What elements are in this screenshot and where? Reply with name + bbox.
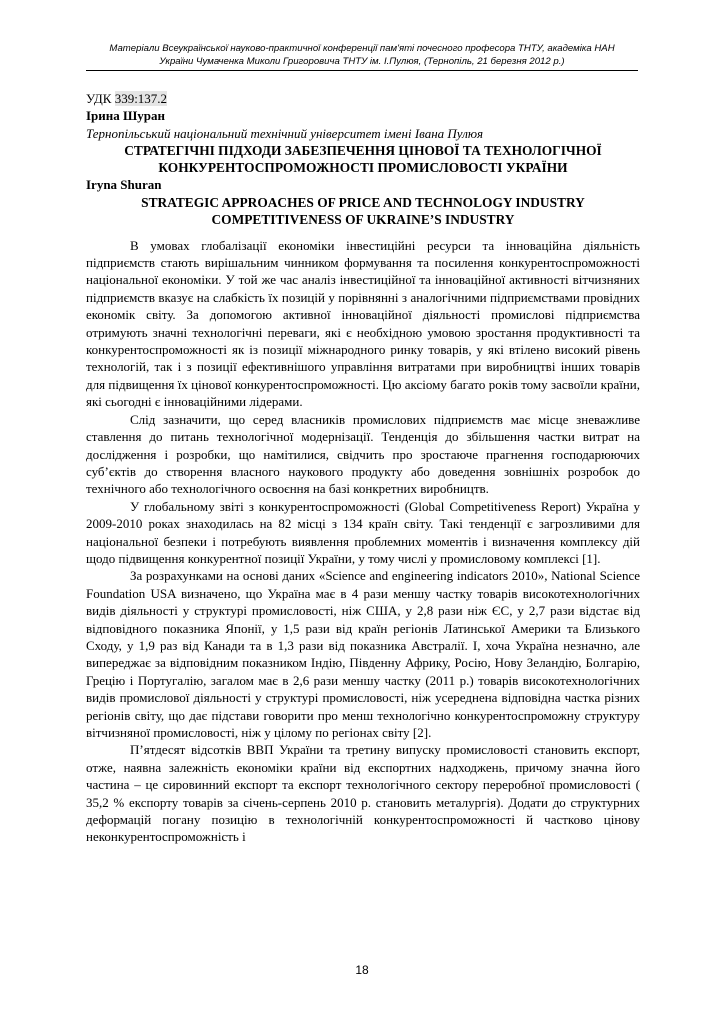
body-paragraph: За розрахунками на основі даних «Science and engineering indicators 2010», National Science Foundation USA визначено, що Україна має в 4 рази меншу частку товарів високотехнологічних видів діяльності у структурі промисловості, ніж США, у 2,8 рази ніж ЄС, у 2,7 рази відстає від відповідного показника Японії, у 1,5 рази від країн регіонів Латинської Америки та Близького Сходу, у 1,9 раз від Канади та в 1,3 рази від показника Австралії. І, хоча Україна незначно, але випереджає за відповідним показником Індію, Південну Африку, Росію, Нову Зеландію, Болгарію, Грецію і Португалію, загалом має в 2,6 рази меншу частку (2011 р.) товарів високотехнологічних видів промислової діяльності у структурі промисловості, ніж усереднена відповідна частка різних регіонів світу, що дає підстави говорити про менш технологічно конкурентоспроможну структуру вітчизняної промисловості, ніж у цілому по регіонах світу [2]. xyxy=(86,568,640,740)
article-body xyxy=(86,237,640,846)
affiliation: Тернопільський національний технічний університет імені Івана Пулюя xyxy=(86,125,484,141)
udk-line xyxy=(86,90,640,107)
body-paragraph: П’ятдесят відсотків ВВП України та третину випуску промисловості становить експорт, отже, наявна залежність економіки країни від експортних надходжень, причому значна його частина – це сировинний експорт та експорт технологічного сектору переробної промисловості ( 35,2 % експорту товарів за січень-серпень 2010 р. становить металургія). Додати до структурних деформацій погану позицію в технологічній конкурентоспроможності й частково цінову неконкурентоспроможність і xyxy=(86,742,640,845)
body-paragraph: У глобальному звіті з конкурентоспроможності (Global Competitiveness Report) Україна у 2009-2010 роках знаходилась на 82 місці з 134 країн світу. Такі тенденції є загрозливими для національної безпеки і потребують виявлення проблемних моментів і визначення комплексу дій щодо підвищення конкурентної позиції України, у тому числі у промисловому комплексі [1]. xyxy=(86,498,640,566)
running-header xyxy=(86,42,638,71)
udk-code: 339:137.2 xyxy=(114,91,168,106)
body-paragraph: Слід зазначити, що серед власників промислових підприємств має місце зневажливе ставлення до питань технологічної модернізації. Тенденція до збільшення частки витрат на дослідження і розробки, що намітилися, свідчить про зростаюче прагнення господарюючих суб’єктів до створення власного наукового продукту або доведення зовнішніх розробок до технічного або технологічного освоєння на базі конкретних виробництв. xyxy=(86,411,640,497)
author-ua: Ірина Шуран xyxy=(86,108,166,124)
title-en: STRATEGIC APPROACHES OF PRICE AND TECHNOLOGY INDUSTRY COMPETITIVENESS OF UKRAINE’S INDUSTRY xyxy=(141,194,585,227)
author-en: Iryna Shuran xyxy=(86,177,162,193)
body-paragraph: В умовах глобалізації економіки інвестиційні ресурси та інноваційна діяльність підприємств стають вирішальним чинником формування та посилення конкурентоспроможності національної економіки. У той же час аналіз інвестиційної та інноваційної активності вітчизняних підприємств вказує на слабкість їх позицій у порівнянні з аналогічними підприємствами провідних економік світу. За допомогою активної інноваційної діяльності промислові підприємства отримують значні технологічні переваги, які є необхідною умовою зростання продуктивності та конкурентоспроможності як із позиції міжнародного ринку товарів, у які втілено високий рівень технологій, так і з позиції ефективнішого управління витратами при виробництві інших товарів для підвищення їх цінової конкурентоспроможності. Цю аксіому багато років тому засвоїли країни, які сьогодні є інноваційними лідерами. xyxy=(86,237,640,410)
running-header-line-1: Матеріали Всеукраїнської науково-практичної конференції пам'яті почесного професора ТНТУ, академіка НАН xyxy=(109,43,615,54)
title-ua: СТРАТЕГІЧНІ ПІДХОДИ ЗАБЕЗПЕЧЕННЯ ЦІНОВОЇ ТА ТЕХНОЛОГІЧНОЇ КОНКУРЕНТОСПРОМОЖНОСТІ ПРОМИСЛОВОСТІ УКРАЇНИ xyxy=(124,143,602,176)
running-header-line-2: України Чумаченка Миколи Григоровича ТНТУ ім. І.Пулюя, (Тернопіль, 21 березня 2012 р.) xyxy=(159,56,565,67)
article-content xyxy=(86,90,640,846)
page-number: 18 xyxy=(355,963,369,977)
udk-prefix: УДК xyxy=(86,91,115,106)
